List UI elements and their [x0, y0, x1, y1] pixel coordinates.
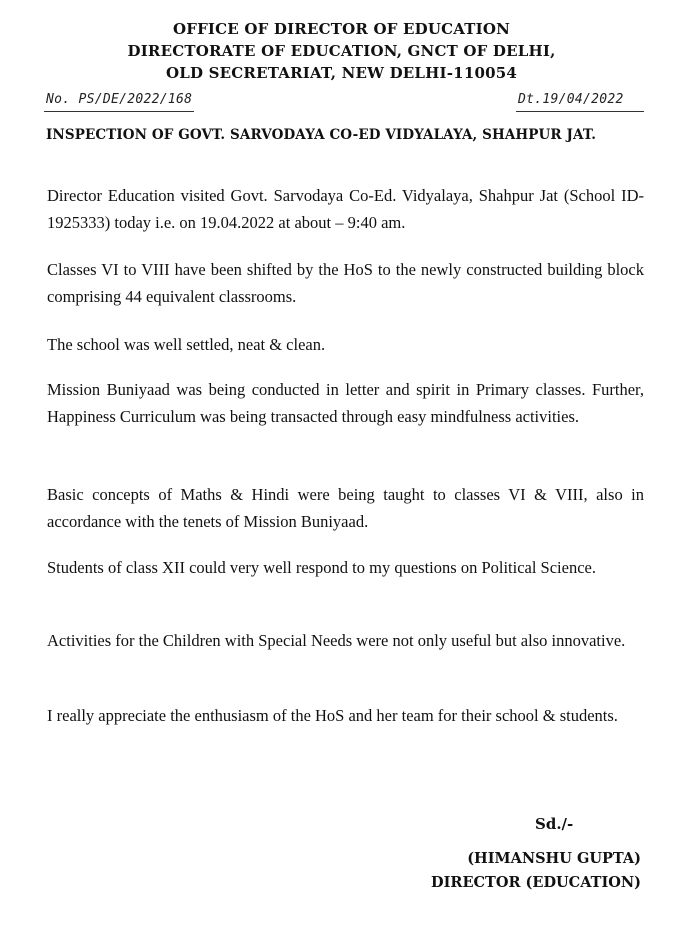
signatory-name: (HIMANSHU GUPTA) [467, 850, 641, 867]
paragraph-basic-concepts: Basic concepts of Maths & Hindi were being taught to classes VI & VIII, also in accordance with the tenets of Mission Buniyaad. [47, 485, 644, 531]
paragraph-special-needs: Activities for the Children with Special Needs were not only useful but also innovative. [47, 631, 626, 650]
office-title: OFFICE OF DIRECTOR OF EDUCATION [172, 20, 511, 38]
paragraph-classes-shifted: Classes VI to VIII have been shifted by the HoS to the newly constructed building block comprising 44 equivalent classrooms. [47, 260, 644, 306]
paragraph-mission-buniyaad: Mission Buniyaad was being conducted in letter and spirit in Primary classes. Further, Happiness Curriculum was being transacted through easy mindfulness activities. [47, 380, 644, 426]
signature-sd: Sd./- [535, 815, 574, 833]
reference-date: Dt.19/04/2022 [518, 92, 624, 107]
paragraph-class-xii: Students of class XII could very well respond to my questions on Political Science. [47, 558, 596, 577]
directorate-title: DIRECTORATE OF EDUCATION, GNCT OF DELHI, [127, 42, 556, 60]
paragraph-appreciation: I really appreciate the enthusiasm of the HoS and her team for their school & students. [47, 706, 618, 725]
reference-number: No. PS/DE/2022/168 [46, 92, 193, 107]
signatory-designation: DIRECTOR (EDUCATION) [431, 874, 641, 891]
office-address: OLD SECRETARIAT, NEW DELHI-110054 [165, 64, 518, 82]
subject-heading: INSPECTION OF GOVT. SARVODAYA CO-ED VIDYALAYA, SHAHPUR JAT. [46, 127, 597, 143]
paragraph-visit: Director Education visited Govt. Sarvodaya Co-Ed. Vidyalaya, Shahpur Jat (School ID-1925333) today i.e. on 19.04.2022 at about – 9:40 am. [47, 186, 644, 232]
date-underline [516, 111, 644, 112]
reference-underline [44, 111, 194, 112]
paragraph-school-condition: The school was well settled, neat & clean. [47, 335, 326, 354]
